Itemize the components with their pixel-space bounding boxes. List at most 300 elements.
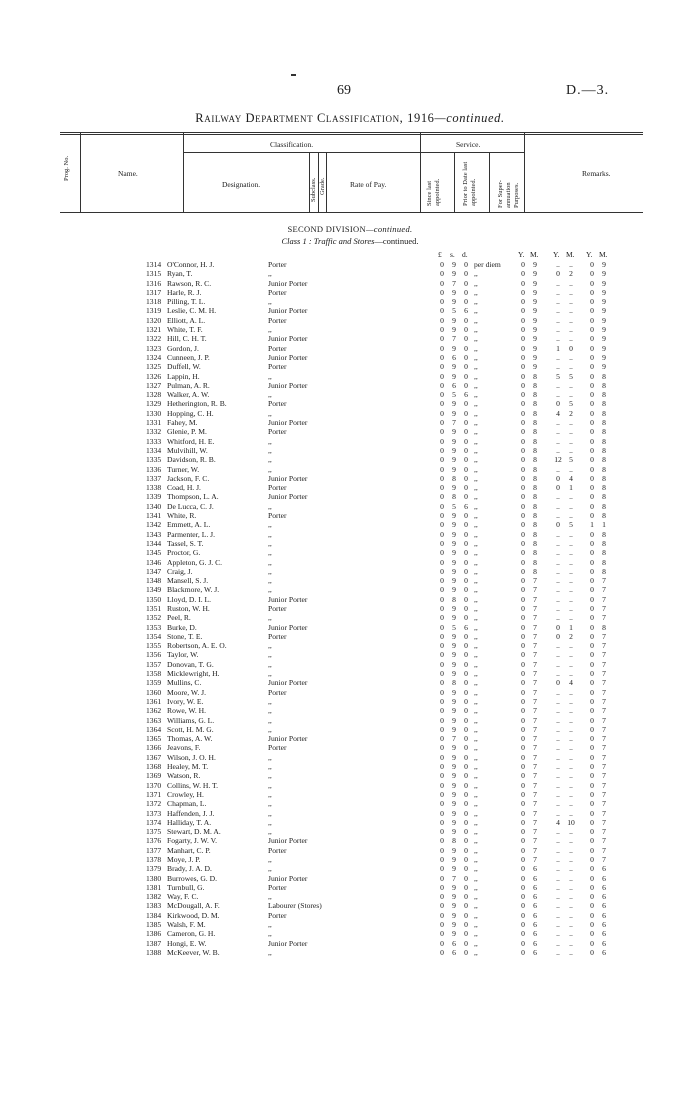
prior-months: .. — [569, 901, 573, 911]
since-years: 0 — [521, 297, 525, 307]
super-months: 6 — [602, 910, 606, 920]
since-months: 9 — [533, 278, 537, 288]
table-row — [0, 334, 700, 343]
prior-months: .. — [569, 799, 573, 809]
pay-pence: 0 — [464, 892, 468, 902]
pay-shillings: 9 — [452, 762, 456, 772]
pay-shillings: 9 — [452, 827, 456, 837]
pay-pence: 0 — [464, 910, 468, 920]
header-bottom-rule — [60, 212, 643, 213]
pay-shillings: 8 — [452, 473, 456, 483]
prior-months: .. — [569, 464, 573, 474]
designation: ,, — [268, 724, 272, 734]
prog-no: 1320 — [146, 315, 162, 325]
pay-pence: 0 — [464, 920, 468, 930]
since-years: 0 — [521, 901, 525, 911]
table-row — [0, 418, 700, 427]
since-months: 7 — [533, 817, 537, 827]
pay-pounds: 0 — [440, 771, 444, 781]
pay-shillings: 7 — [452, 873, 456, 883]
super-years: 0 — [590, 743, 594, 753]
super-months: 7 — [602, 836, 606, 846]
since-years: 0 — [521, 315, 525, 325]
since-months: 8 — [533, 538, 537, 548]
table-row — [0, 855, 700, 864]
prior-years: .. — [556, 492, 560, 502]
designation: ,, — [268, 947, 272, 957]
since-months: 8 — [533, 548, 537, 558]
employee-name: Peel, R. — [167, 613, 191, 623]
prior-years: .. — [556, 892, 560, 902]
prior-years: .. — [556, 297, 560, 307]
designation: Junior Porter — [268, 334, 308, 344]
service-rule — [420, 152, 524, 153]
pay-pence: 0 — [464, 557, 468, 567]
super-years: 0 — [590, 882, 594, 892]
pay-period: ,, — [474, 492, 478, 502]
since-years: 0 — [521, 669, 525, 679]
pay-period: ,, — [474, 845, 478, 855]
pay-period: ,, — [474, 929, 478, 939]
prior-months: .. — [569, 585, 573, 595]
super-months: 9 — [602, 269, 606, 279]
table-row — [0, 381, 700, 390]
super-years: 0 — [590, 836, 594, 846]
pay-pence: 0 — [464, 529, 468, 539]
employee-name: Mulvihill, W. — [167, 445, 208, 455]
pay-shillings: 9 — [452, 269, 456, 279]
since-months: 9 — [533, 315, 537, 325]
super-years: 0 — [590, 548, 594, 558]
prior-months: .. — [569, 352, 573, 362]
pay-pence: 6 — [464, 390, 468, 400]
prog-no: 1385 — [146, 920, 162, 930]
since-months: 6 — [533, 929, 537, 939]
prior-months: 1 — [569, 622, 573, 632]
since-months: 6 — [533, 920, 537, 930]
prog-no: 1356 — [146, 650, 162, 660]
pay-period: ,, — [474, 427, 478, 437]
prior-years: .. — [556, 752, 560, 762]
pay-shillings: 9 — [452, 631, 456, 641]
pay-pence: 0 — [464, 427, 468, 437]
prior-years: .. — [556, 641, 560, 651]
super-years: 0 — [590, 650, 594, 660]
prog-no: 1360 — [146, 687, 162, 697]
pay-shillings: 9 — [452, 585, 456, 595]
pay-pounds: 0 — [440, 390, 444, 400]
prior-years: .. — [556, 947, 560, 957]
designation: ,, — [268, 706, 272, 716]
since-months: 7 — [533, 808, 537, 818]
super-months: 8 — [602, 427, 606, 437]
pay-pounds: 0 — [440, 511, 444, 521]
super-years: 0 — [590, 436, 594, 446]
since-years: 0 — [521, 408, 525, 418]
pay-period: ,, — [474, 315, 478, 325]
table-row — [0, 595, 700, 604]
table-row — [0, 641, 700, 650]
prior-months: 2 — [569, 631, 573, 641]
designation: ,, — [268, 464, 272, 474]
since-years: 0 — [521, 334, 525, 344]
prior-years: .. — [556, 362, 560, 372]
prior-years: 4 — [556, 408, 560, 418]
since-months: 8 — [533, 473, 537, 483]
prior-years: .. — [556, 287, 560, 297]
since-months: 7 — [533, 734, 537, 744]
prog-no: 1325 — [146, 362, 162, 372]
table-row — [0, 548, 700, 557]
pay-shillings: 9 — [452, 362, 456, 372]
pay-shillings: 9 — [452, 287, 456, 297]
since-months: 8 — [533, 418, 537, 428]
pay-period: ,, — [474, 529, 478, 539]
table-row — [0, 539, 700, 548]
designation: Porter — [268, 427, 287, 437]
super-years: 0 — [590, 492, 594, 502]
prior-years: .. — [556, 538, 560, 548]
since-months: 9 — [533, 325, 537, 335]
table-row — [0, 743, 700, 752]
prior-years: .. — [556, 501, 560, 511]
super-years: 0 — [590, 566, 594, 576]
prior-months: .. — [569, 715, 573, 725]
employee-name: Duffell, W. — [167, 362, 201, 372]
prog-no: 1380 — [146, 873, 162, 883]
super-years: 0 — [590, 343, 594, 353]
col-divider-name — [183, 133, 184, 212]
super-years: 0 — [590, 687, 594, 697]
since-months: 7 — [533, 603, 537, 613]
since-months: 8 — [533, 445, 537, 455]
since-months: 8 — [533, 483, 537, 493]
designation: ,, — [268, 669, 272, 679]
designation: Porter — [268, 315, 287, 325]
super-months: 8 — [602, 464, 606, 474]
table-row — [0, 465, 700, 474]
pay-shillings: 6 — [452, 938, 456, 948]
pay-shillings: 9 — [452, 511, 456, 521]
super-years: 0 — [590, 427, 594, 437]
prior-years: .. — [556, 827, 560, 837]
prior-years: .. — [556, 603, 560, 613]
prior-months: 2 — [569, 408, 573, 418]
pay-period: ,, — [474, 390, 478, 400]
pay-period: ,, — [474, 613, 478, 623]
pay-period: ,, — [474, 734, 478, 744]
prior-years: 0 — [556, 473, 560, 483]
prior-months: .. — [569, 445, 573, 455]
prog-no: 1319 — [146, 306, 162, 316]
pay-period: ,, — [474, 650, 478, 660]
pay-period: ,, — [474, 920, 478, 930]
prog-no: 1371 — [146, 789, 162, 799]
pay-pence: 0 — [464, 548, 468, 558]
pay-pence: 0 — [464, 789, 468, 799]
pay-pounds: 0 — [440, 260, 444, 269]
since-months: 6 — [533, 892, 537, 902]
unit-shillings: s. — [450, 250, 455, 259]
prog-no: 1364 — [146, 724, 162, 734]
pay-pounds: 0 — [440, 845, 444, 855]
super-years: 0 — [590, 696, 594, 706]
designation: ,, — [268, 566, 272, 576]
pay-pounds: 0 — [440, 799, 444, 809]
super-months: 7 — [602, 752, 606, 762]
since-months: 9 — [533, 260, 537, 269]
super-years: 0 — [590, 585, 594, 595]
employee-name: Rawson, R. C. — [167, 278, 212, 288]
prog-no: 1372 — [146, 799, 162, 809]
pay-pounds: 0 — [440, 938, 444, 948]
pay-pounds: 0 — [440, 334, 444, 344]
employee-name: Walker, A. W. — [167, 390, 210, 400]
col-divider-prog — [80, 133, 81, 212]
pay-pounds: 0 — [440, 901, 444, 911]
prior-years: .. — [556, 325, 560, 335]
prior-years: .. — [556, 594, 560, 604]
designation: ,, — [268, 408, 272, 418]
pay-period: ,, — [474, 669, 478, 679]
designation: Junior Porter — [268, 734, 308, 744]
prior-months: .. — [569, 845, 573, 855]
prior-months: .. — [569, 947, 573, 957]
super-months: 8 — [602, 538, 606, 548]
employee-name: Emmett, A. L. — [167, 520, 211, 530]
pay-period: ,, — [474, 724, 478, 734]
table-row — [0, 604, 700, 613]
pay-pounds: 0 — [440, 631, 444, 641]
prior-months: .. — [569, 278, 573, 288]
pay-pence: 0 — [464, 511, 468, 521]
prior-years: .. — [556, 864, 560, 874]
designation: Porter — [268, 845, 287, 855]
prog-no: 1331 — [146, 418, 162, 428]
prior-months: .. — [569, 362, 573, 372]
prior-months: .. — [569, 892, 573, 902]
super-months: 7 — [602, 799, 606, 809]
pay-pounds: 0 — [440, 910, 444, 920]
pay-period: ,, — [474, 278, 478, 288]
super-years: 0 — [590, 873, 594, 883]
employee-name: White, T. F. — [167, 325, 203, 335]
super-years: 0 — [590, 678, 594, 688]
pay-period: ,, — [474, 352, 478, 362]
prog-no: 1348 — [146, 576, 162, 586]
since-years: 0 — [521, 817, 525, 827]
header-grade: Grade. — [319, 177, 326, 195]
pay-pence: 0 — [464, 315, 468, 325]
prior-years: .. — [556, 576, 560, 586]
super-years: 0 — [590, 445, 594, 455]
pay-shillings: 8 — [452, 836, 456, 846]
pay-pence: 0 — [464, 445, 468, 455]
pay-period: ,, — [474, 576, 478, 586]
prog-no: 1349 — [146, 585, 162, 595]
prior-years: .. — [556, 696, 560, 706]
pay-period: ,, — [474, 585, 478, 595]
pay-period: ,, — [474, 269, 478, 279]
employee-name: Hetherington, R. B. — [167, 399, 227, 409]
pay-pence: 0 — [464, 408, 468, 418]
pay-pence: 0 — [464, 650, 468, 660]
super-months: 9 — [602, 278, 606, 288]
prior-years: .. — [556, 734, 560, 744]
super-months: 8 — [602, 380, 606, 390]
pay-shillings: 9 — [452, 520, 456, 530]
pay-period: ,, — [474, 938, 478, 948]
pay-period: ,, — [474, 603, 478, 613]
super-months: 8 — [602, 399, 606, 409]
super-years: 0 — [590, 631, 594, 641]
pay-pounds: 0 — [440, 724, 444, 734]
prior-months: .. — [569, 771, 573, 781]
employee-name: Parmenter, L. J. — [167, 529, 215, 539]
pay-shillings: 9 — [452, 566, 456, 576]
table-row — [0, 874, 700, 883]
since-months: 8 — [533, 529, 537, 539]
pay-shillings: 9 — [452, 882, 456, 892]
designation: ,, — [268, 920, 272, 930]
pay-pence: 0 — [464, 771, 468, 781]
super-months: 9 — [602, 315, 606, 325]
prog-no: 1333 — [146, 436, 162, 446]
prog-no: 1378 — [146, 855, 162, 864]
header-name: Name. — [118, 169, 138, 178]
pay-period: per diem — [474, 260, 501, 269]
pay-pounds: 0 — [440, 287, 444, 297]
super-months: 7 — [602, 631, 606, 641]
super-years: 0 — [590, 892, 594, 902]
pay-shillings: 9 — [452, 910, 456, 920]
pay-shillings: 9 — [452, 808, 456, 818]
employee-name: Ruston, W. H. — [167, 603, 210, 613]
pay-pounds: 0 — [440, 538, 444, 548]
prog-no: 1366 — [146, 743, 162, 753]
since-years: 0 — [521, 464, 525, 474]
since-years: 0 — [521, 538, 525, 548]
employee-name: Collins, W. H. T. — [167, 780, 218, 790]
since-months: 7 — [533, 845, 537, 855]
pay-period: ,, — [474, 464, 478, 474]
employee-name: Watson, R. — [167, 771, 201, 781]
super-years: 0 — [590, 659, 594, 669]
pay-period: ,, — [474, 659, 478, 669]
pay-period: ,, — [474, 947, 478, 957]
employee-name: Leslie, C. M. H. — [167, 306, 217, 316]
pay-pence: 0 — [464, 260, 468, 269]
pay-shillings: 9 — [452, 538, 456, 548]
prior-months: .. — [569, 929, 573, 939]
designation: ,, — [268, 529, 272, 539]
pay-pence: 0 — [464, 845, 468, 855]
since-years: 0 — [521, 910, 525, 920]
super-years: 0 — [590, 371, 594, 381]
since-months: 7 — [533, 706, 537, 716]
table-row — [0, 716, 700, 725]
prior-years: .. — [556, 260, 560, 269]
super-months: 1 — [602, 520, 606, 530]
since-months: 8 — [533, 408, 537, 418]
super-months: 9 — [602, 343, 606, 353]
prior-months: .. — [569, 594, 573, 604]
table-row — [0, 585, 700, 594]
since-years: 0 — [521, 938, 525, 948]
super-months: 7 — [602, 724, 606, 734]
employee-name: Turner, W. — [167, 464, 200, 474]
prior-years: .. — [556, 901, 560, 911]
prior-months: .. — [569, 659, 573, 669]
pay-shillings: 9 — [452, 641, 456, 651]
super-months: 8 — [602, 566, 606, 576]
table-row — [0, 558, 700, 567]
since-years: 0 — [521, 287, 525, 297]
super-months: 7 — [602, 715, 606, 725]
pay-pence: 0 — [464, 631, 468, 641]
employee-name: Gordon, J. — [167, 343, 199, 353]
prog-no: 1329 — [146, 399, 162, 409]
prior-months: .. — [569, 789, 573, 799]
prog-no: 1316 — [146, 278, 162, 288]
pay-shillings: 9 — [452, 576, 456, 586]
employee-name: Moye, J. P. — [167, 855, 201, 864]
designation: ,, — [268, 696, 272, 706]
pay-pence: 0 — [464, 380, 468, 390]
pay-pence: 0 — [464, 520, 468, 530]
since-years: 0 — [521, 845, 525, 855]
header-since-last-appointed: Since last appointed. — [426, 178, 441, 206]
super-years: 0 — [590, 734, 594, 744]
designation: ,, — [268, 780, 272, 790]
pay-shillings: 9 — [452, 455, 456, 465]
since-years: 0 — [521, 380, 525, 390]
employee-name: Ryan, T. — [167, 269, 193, 279]
table-row — [0, 483, 700, 492]
designation: Porter — [268, 260, 287, 269]
pay-period: ,, — [474, 287, 478, 297]
employee-name: Micklewright, H. — [167, 669, 220, 679]
since-years: 0 — [521, 576, 525, 586]
prog-no: 1379 — [146, 864, 162, 874]
table-row — [0, 892, 700, 901]
since-months: 8 — [533, 380, 537, 390]
super-months: 7 — [602, 780, 606, 790]
prior-years: .. — [556, 315, 560, 325]
pay-pounds: 0 — [440, 687, 444, 697]
since-months: 7 — [533, 631, 537, 641]
prog-no: 1346 — [146, 557, 162, 567]
employee-name: Appleton, G. J. C. — [167, 557, 223, 567]
since-years: 0 — [521, 752, 525, 762]
prior-years: .. — [556, 910, 560, 920]
prog-no: 1357 — [146, 659, 162, 669]
pay-period: ,, — [474, 557, 478, 567]
pay-pence: 0 — [464, 696, 468, 706]
super-years: 0 — [590, 669, 594, 679]
since-months: 7 — [533, 752, 537, 762]
pay-pounds: 0 — [440, 892, 444, 902]
prior-months: .. — [569, 882, 573, 892]
pay-period: ,, — [474, 789, 478, 799]
pay-pence: 0 — [464, 343, 468, 353]
pay-pounds: 0 — [440, 315, 444, 325]
table-row — [0, 939, 700, 948]
since-months: 7 — [533, 622, 537, 632]
employee-name: Moore, W. J. — [167, 687, 207, 697]
since-years: 0 — [521, 650, 525, 660]
designation: Junior Porter — [268, 938, 308, 948]
